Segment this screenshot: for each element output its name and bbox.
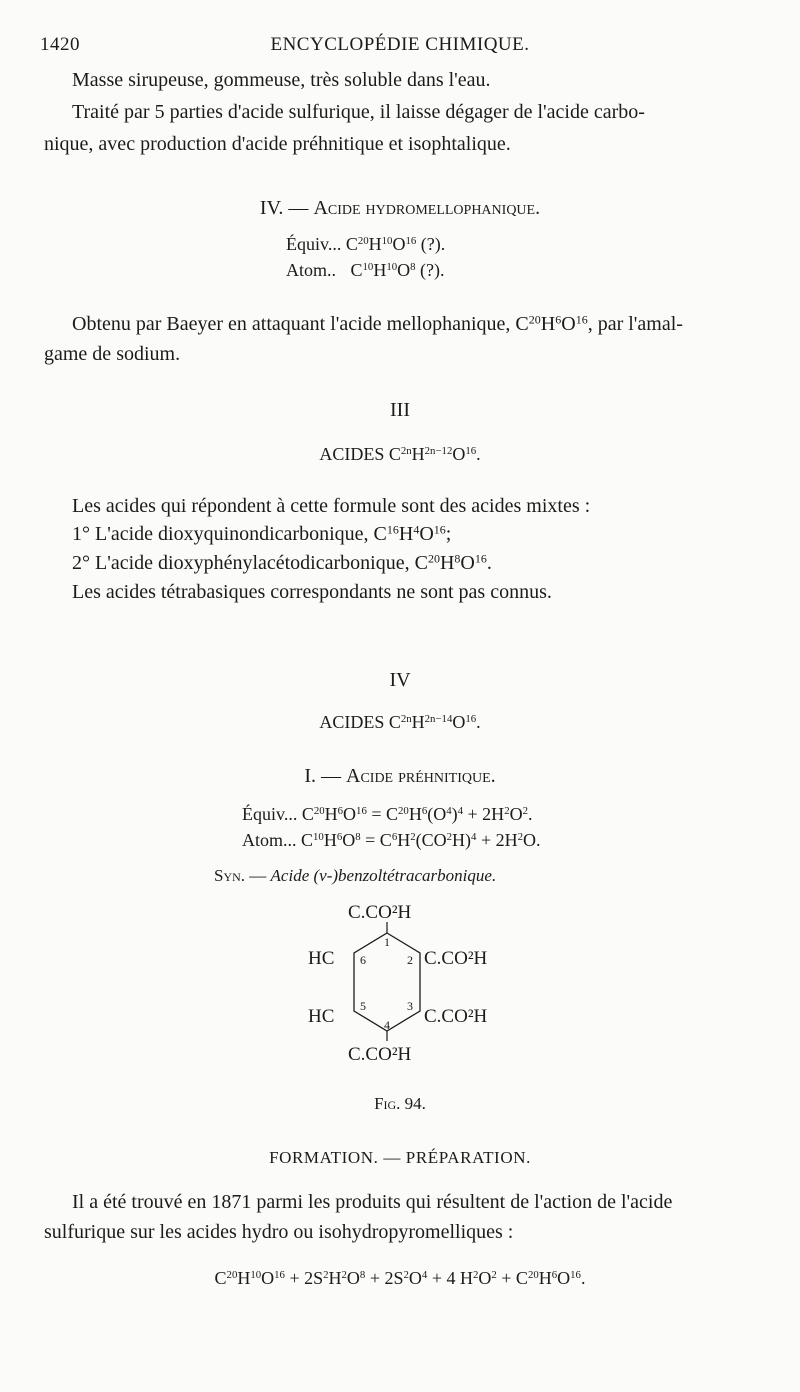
- formation-line-1: Il a été trouvé en 1871 parmi les produits qui résultent de l'action de l'acide: [72, 1191, 673, 1213]
- group-iii-item-1: 1° L'acide dioxyquinondicarbonique, $C^{16}H^4O^{16}$;: [72, 522, 452, 545]
- section-i-synonym: [214, 866, 496, 886]
- section-iv-equiv: [286, 234, 445, 255]
- section-i-name: Acide préhnitique.: [346, 765, 496, 787]
- section-i-heading: [0, 760, 800, 792]
- intro-line-3: nique, avec production d'acide préhnitique et isophtalique.: [44, 133, 511, 155]
- equiv-formula: $C^{20}H^{10}O^{16}$ (?).: [345, 234, 446, 254]
- section-i-atom: [242, 830, 541, 851]
- group-iii-roman: III: [390, 399, 410, 421]
- running-title: ENCYCLOPÉDIE CHIMIQUE.: [270, 34, 530, 55]
- group-iii-line-1: Les acides qui répondent à cette formule sont des acides mixtes :: [72, 495, 591, 517]
- formation-equation: $C^{20}H^{10}O^{16} + 2S^2H^2O^8 + 2S^2O^4 + 4$ $H^2O^2 + C^{20}H^6O^{16}$.: [214, 1268, 586, 1288]
- formation-line-2: sulfurique sur les acides hydro ou isohydropyromelliques :: [44, 1221, 514, 1243]
- synonym-label: Syn. —: [214, 866, 271, 885]
- section-iv-heading: [0, 192, 800, 224]
- section-i-equiv: [242, 804, 533, 825]
- position-2: 2: [407, 953, 413, 967]
- equiv-label: Équiv...: [242, 804, 298, 824]
- position-4: 4: [384, 1018, 390, 1032]
- structural-formula-figure: [280, 898, 540, 1088]
- bottom-group: C.CO²H: [348, 1044, 412, 1065]
- figure-caption: Fig. 94.: [374, 1094, 426, 1113]
- intro-line-2: Traité par 5 parties d'acide sulfurique, il laisse dégager de l'acide carbo-: [72, 101, 645, 123]
- position-6: 6: [360, 953, 366, 967]
- left-upper-group: HC: [308, 948, 335, 969]
- atom-label: Atom..: [286, 260, 337, 280]
- equiv-label: Équiv...: [286, 234, 342, 254]
- intro-line-1: Masse sirupeuse, gommeuse, très soluble dans l'eau.: [72, 69, 491, 91]
- page-number: 1420: [40, 34, 80, 55]
- position-1: 1: [384, 935, 390, 949]
- group-iii-item-2: 2° L'acide dioxyphénylacétodicarbonique, $C^{20}H^8O^{16}$.: [72, 551, 492, 574]
- section-iv-text-line-1: Obtenu par Baeyer en attaquant l'acide mellophanique, $C^{20}H^6O^{16}$, par l'amal-: [72, 312, 683, 335]
- position-5: 5: [360, 999, 366, 1013]
- equiv-formula: $C^{20}H^6O^{16} = C^{20}H^6(O^4)^4 + 2H^2O^2$.: [301, 804, 533, 824]
- group-iii-title: ACIDES $C^{2n}H^{2n-12}O^{16}$.: [319, 444, 481, 464]
- section-iv-atom: [286, 260, 445, 281]
- synonym-value: Acide (v-)benzoltétracarbonique.: [270, 866, 497, 885]
- right-upper-group: C.CO²H: [424, 948, 488, 969]
- top-group: C.CO²H: [348, 902, 412, 923]
- section-i-number: I. —: [304, 765, 346, 787]
- group-iv-roman: IV: [389, 669, 411, 691]
- atom-formula: $C^{10}H^{10}O^8$ (?).: [350, 260, 445, 280]
- atom-label: Atom...: [242, 830, 297, 850]
- section-iv-name: Acide hydromellophanique.: [313, 197, 541, 219]
- group-iv-title: ACIDES $C^{2n}H^{2n-14}O^{16}$.: [319, 712, 481, 732]
- formation-heading: FORMATION. — PRÉPARATION.: [269, 1148, 531, 1167]
- section-iv-number: IV. —: [259, 197, 314, 219]
- right-lower-group: C.CO²H: [424, 1006, 488, 1027]
- section-iv-text-line-2: game de sodium.: [44, 343, 181, 365]
- atom-formula: $C^{10}H^6O^8 = C^6H^2(CO^2H)^4 + 2H^2O$.: [301, 830, 541, 850]
- position-3: 3: [407, 999, 413, 1013]
- group-iii-line-4: Les acides tétrabasiques correspondants ne sont pas connus.: [72, 581, 552, 603]
- left-lower-group: HC: [308, 1006, 335, 1027]
